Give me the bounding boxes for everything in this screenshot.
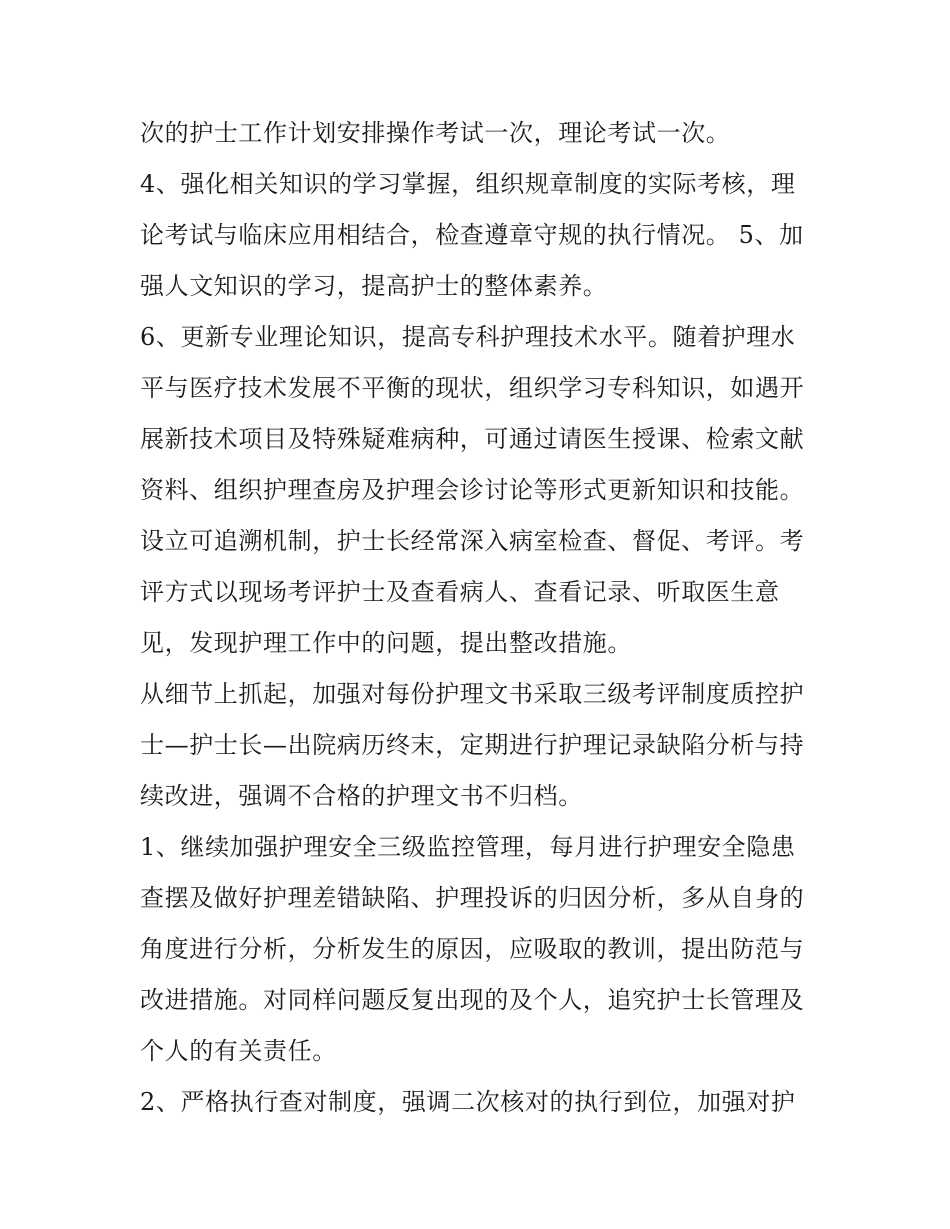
text-line: 论考试与临床应用相结合，检查遵章守规的执行情况。 5、加 (140, 221, 804, 249)
text-line: 个人的有关责任。 (140, 1037, 337, 1065)
text-line: 改进措施。对同样问题反复出现的及个人，追究护士长管理及 (140, 986, 805, 1014)
text-line: 4、强化相关知识的学习掌握，组织规章制度的实际考核，理 (140, 170, 796, 198)
text-line: 见，发现护理工作中的问题，提出整改措施。 (140, 629, 632, 657)
text-line: 2、严格执行查对制度，强调二次核对的执行到位，加强对护 (140, 1088, 796, 1116)
text-line: 资料、组织护理查房及护理会诊讨论等形式更新知识和技能。 (140, 476, 805, 504)
text-line: 评方式以现场考评护士及查看病人、查看记录、听取医生意 (140, 578, 780, 606)
text-line: 从细节上抓起，加强对每份护理文书采取三级考评制度质控护 (140, 680, 805, 708)
text-line: 1、继续加强护理安全三级监控管理，每月进行护理安全隐患 (140, 833, 796, 861)
text-line: 续改进，强调不合格的护理文书不归档。 (140, 782, 583, 810)
text-line: 查摆及做好护理差错缺陷、护理投诉的归因分析，多从自身的 (140, 884, 805, 912)
text-line: 次的护士工作计划安排操作考试一次，理论考试一次。 (140, 119, 731, 147)
document-body (140, 108, 820, 1128)
text-line: 士—护士长—出院病历终末，定期进行护理记录缺陷分析与持 (140, 731, 805, 759)
text-line: 角度进行分析，分析发生的原因，应吸取的教训，提出防范与 (140, 935, 805, 963)
text-line: 设立可追溯机制，护士长经常深入病室检查、督促、考评。考 (140, 527, 805, 555)
text-line: 6、更新专业理论知识，提高专科护理技术水平。随着护理水 (140, 323, 796, 351)
text-line: 强人文知识的学习，提高护士的整体素养。 (140, 272, 608, 300)
text-line: 展新技术项目及特殊疑难病种，可通过请医生授课、检索文献 (140, 425, 805, 453)
text-line: 平与医疗技术发展不平衡的现状，组织学习专科知识，如遇开 (140, 374, 805, 402)
